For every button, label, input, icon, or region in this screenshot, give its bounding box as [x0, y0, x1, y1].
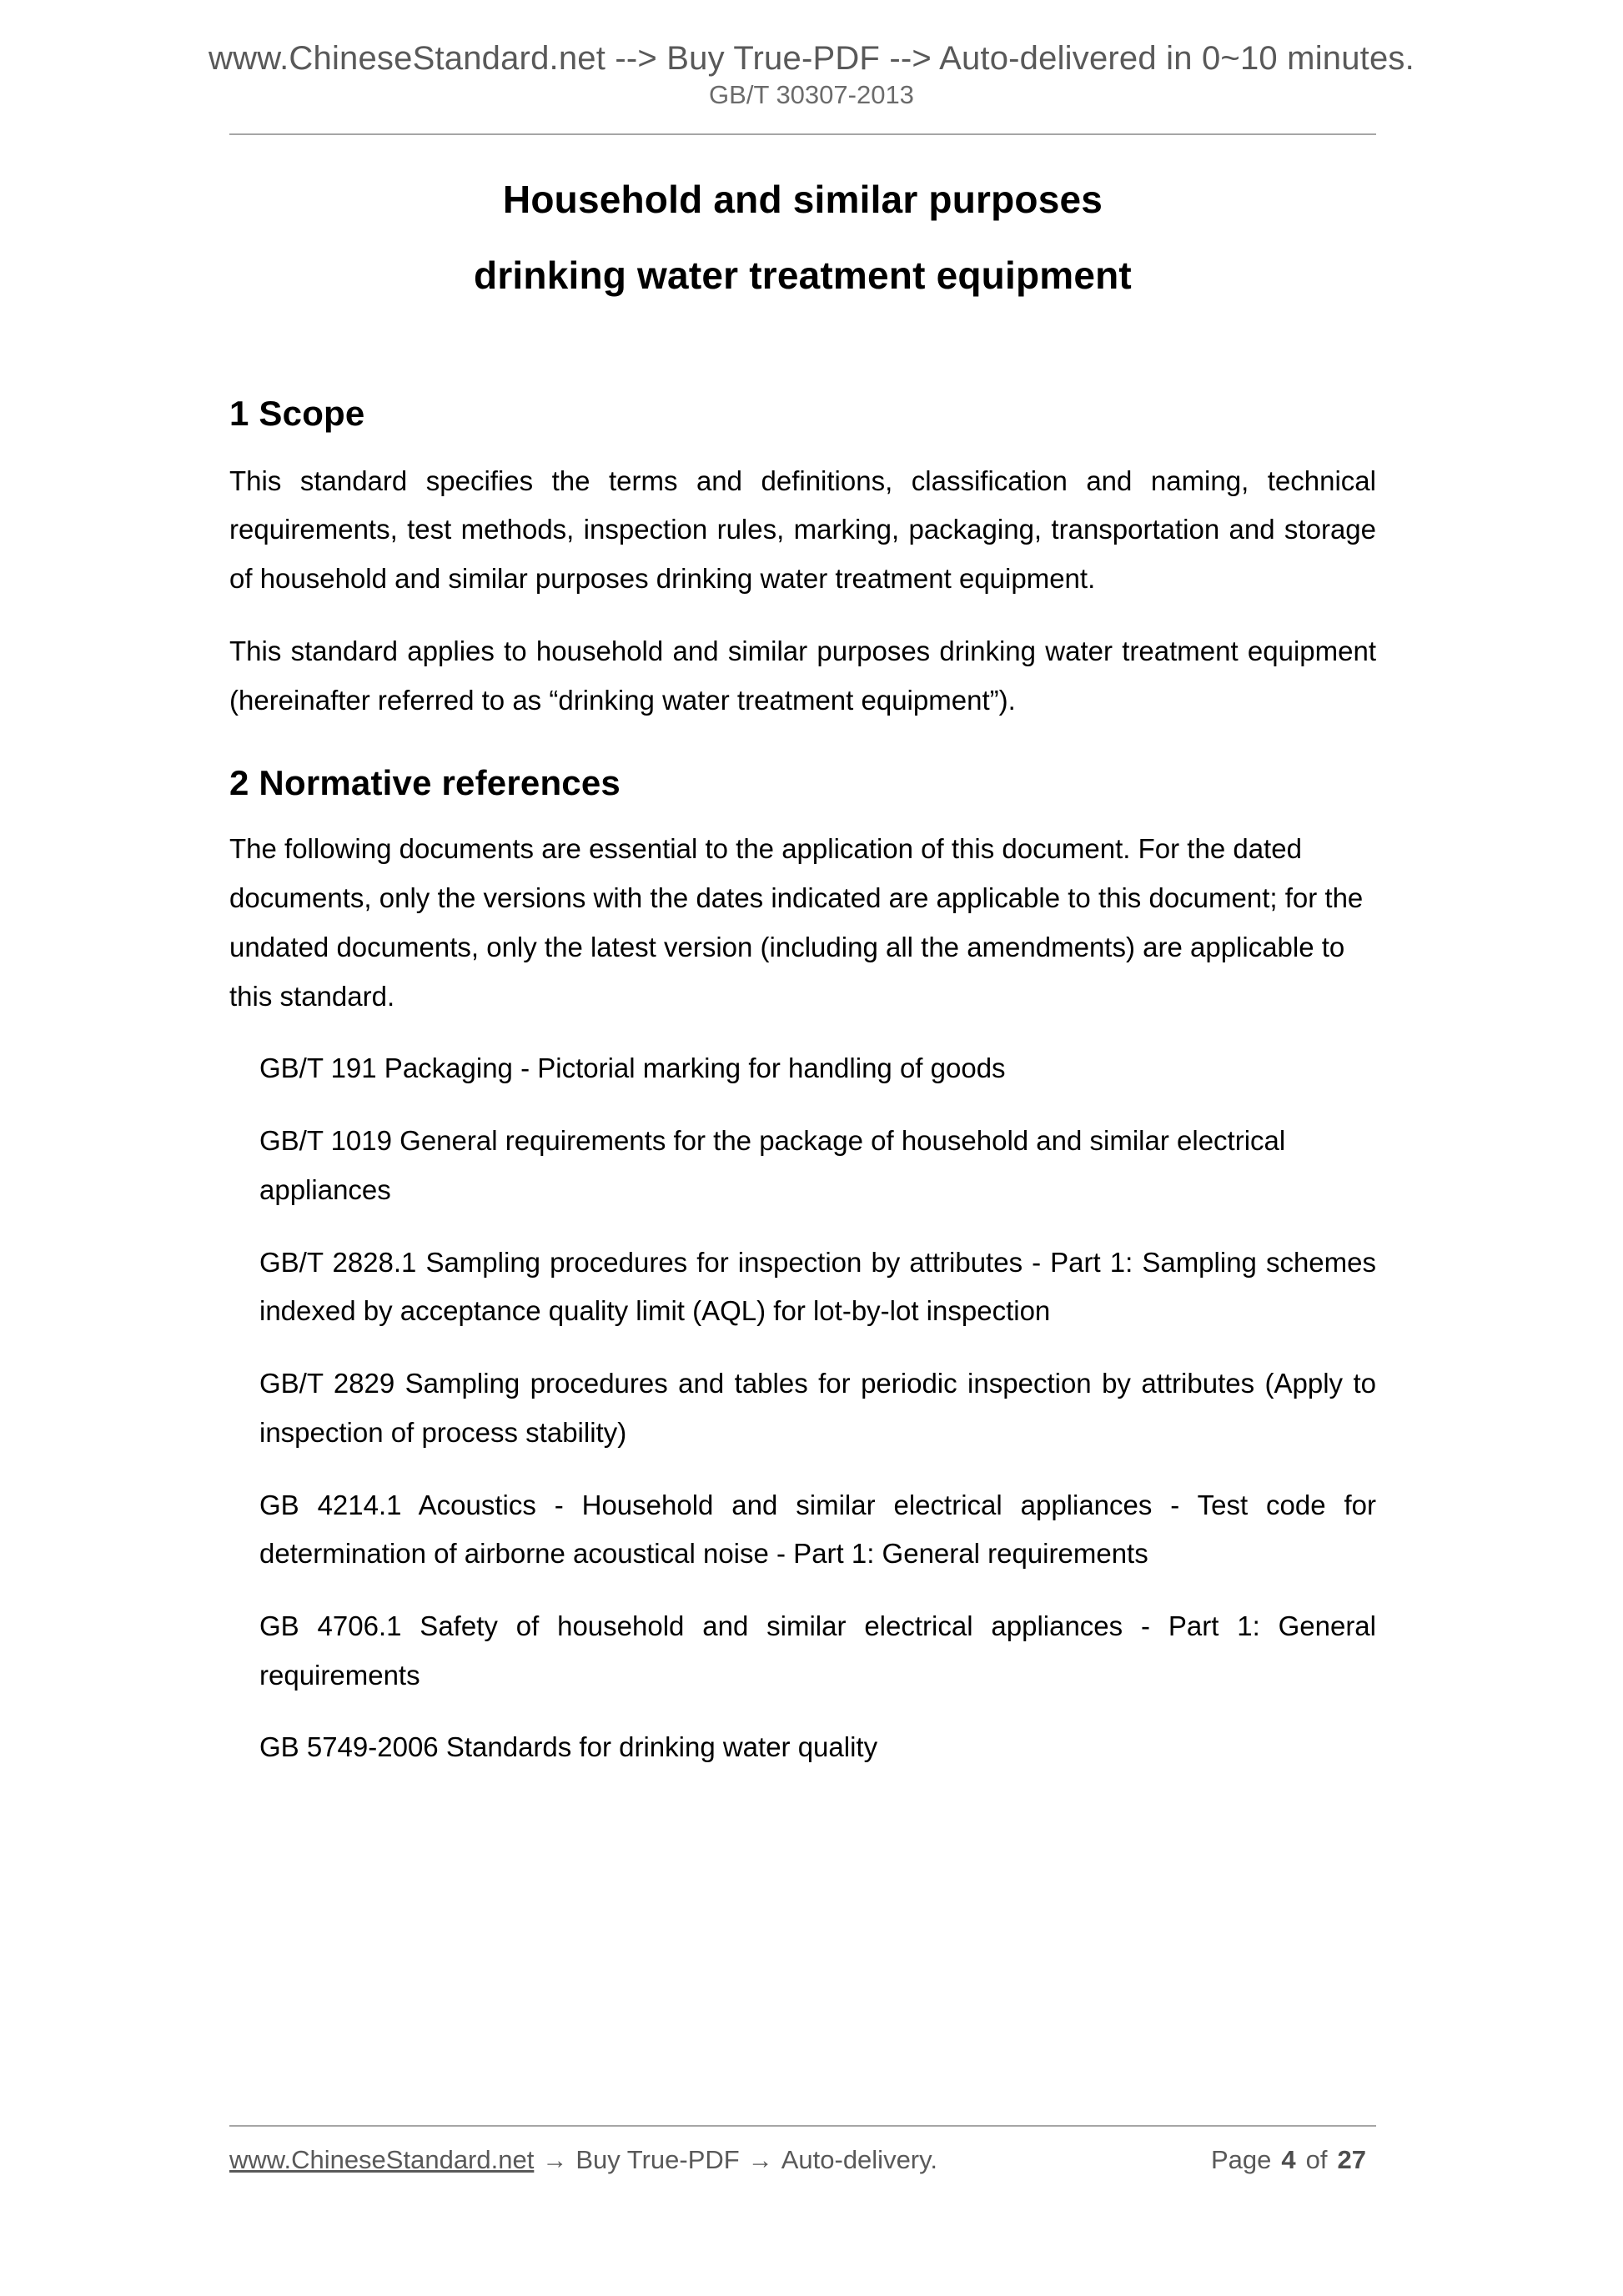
standard-number: GB/T 30307-2013 [709, 80, 914, 109]
arrow-right-icon: → [542, 2147, 568, 2174]
footer-divider [229, 2125, 1376, 2127]
spacer-reference [229, 1215, 1376, 1238]
page-footer [229, 2125, 1376, 2175]
current-page-number: 4 [1281, 2145, 1296, 2174]
total-page-number: 27 [1337, 2145, 1366, 2174]
list-item: GB/T 1019 General requirements for the package of household and similar electrical appliances [259, 1125, 1286, 1205]
footer-promo [229, 2145, 937, 2175]
spacer-scope-paragraphs [229, 604, 1376, 627]
list-item: GB 5749-2006 Standards for drinking water quality [259, 1731, 878, 1763]
section-heading-normative-references: 2 Normative references [229, 763, 621, 803]
scope-paragraph-1: This standard specifies the terms and definitions, classification and naming, technical requirements, test methods, inspection rules, marking, packaging, transportation and storage of household and similar purposes drinking water treatment equipment. [229, 465, 1376, 595]
footer-delivery-label: Auto-delivery. [781, 2145, 937, 2174]
list-item: GB 4706.1 Safety of household and similar electrical appliances - Part 1: General requirements [259, 1610, 1376, 1691]
list-item: GB/T 2829 Sampling procedures and tables for periodic inspection by attributes (Apply to inspection of process stability) [259, 1368, 1376, 1448]
spacer-section2-heading [229, 803, 1376, 825]
section-heading-scope: 1 Scope [229, 393, 365, 433]
spacer-title-scope [229, 300, 1376, 394]
footer-buy-label: Buy True-PDF [575, 2145, 740, 2174]
spacer-before-section-2 [229, 725, 1376, 763]
arrow-right-icon: → [747, 2147, 773, 2174]
normative-references-intro: The following documents are essential to the application of this document. For the dated documents, only the versions with the dates indicated are applicable to this document; for the undated documents, only the latest version (including all the amendments) are applicable to this standard. [229, 833, 1364, 1012]
page-title-line-1: Household and similar purposes [502, 178, 1103, 221]
spacer-reference [229, 1458, 1376, 1481]
promo-watermark-text: www.ChineseStandard.net --> Buy True-PDF --> Auto-delivered in 0~10 minutes. [209, 40, 1414, 77]
list-item: GB/T 2828.1 Sampling procedures for inspection by attributes - Part 1: Sampling schemes indexed by acceptance quality limit (AQL) for lot-by-lot inspection [259, 1246, 1376, 1327]
page-indicator [1211, 2145, 1376, 2175]
spacer-reference [229, 1093, 1376, 1117]
spacer-before-reference-list [229, 1021, 1376, 1044]
header-divider [229, 133, 1376, 135]
spacer-reference [229, 1700, 1376, 1723]
scope-paragraph-2: This standard applies to household and similar purposes drinking water treatment equipment (hereinafter referred to as “drinking water treatment equipment”). [229, 635, 1376, 716]
footer-site-link[interactable]: www.ChineseStandard.net [229, 2145, 535, 2174]
footer-content [229, 2145, 1376, 2175]
page-title [229, 175, 1376, 300]
page-label: Page [1211, 2145, 1272, 2174]
spacer-reference [229, 1579, 1376, 1602]
spacer-reference [229, 1336, 1376, 1359]
page-title-line-2: drinking water treatment equipment [474, 253, 1132, 297]
normative-reference-list [229, 1044, 1376, 1772]
list-item: GB/T 191 Packaging - Pictorial marking for handling of goods [259, 1053, 1006, 1084]
spacer-scope-heading [229, 434, 1376, 457]
document-body [229, 175, 1376, 1772]
page-header [0, 0, 1623, 142]
list-item: GB 4214.1 Acoustics - Household and similar electrical appliances - Test code for determination of airborne acoustical noise - Part 1: General requirements [259, 1489, 1376, 1570]
of-label: of [1305, 2145, 1328, 2174]
